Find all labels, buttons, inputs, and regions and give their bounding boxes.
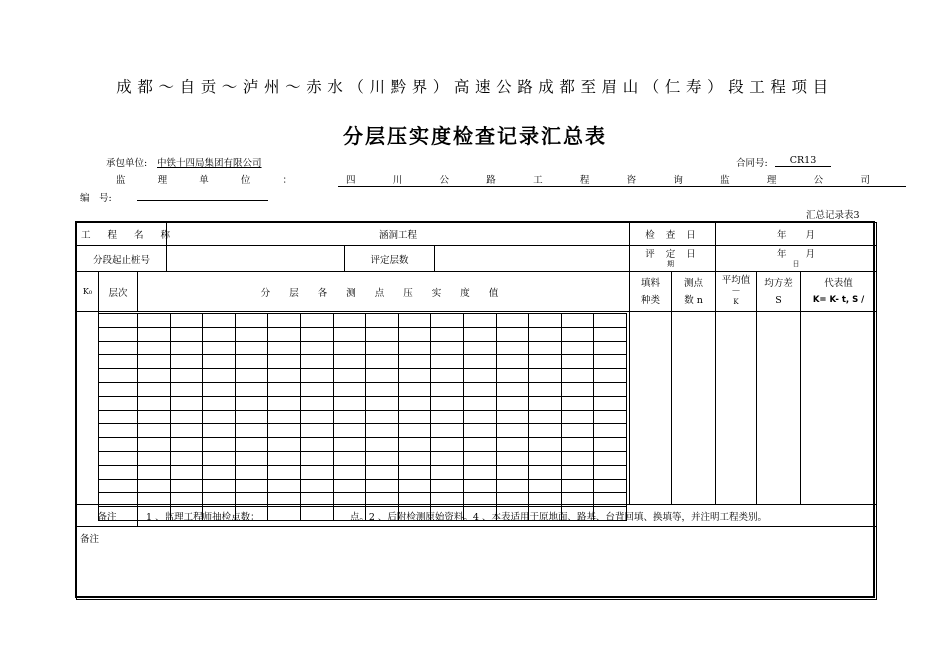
points-cell[interactable] [672, 312, 716, 505]
grid-cell[interactable] [594, 438, 627, 452]
grid-cell[interactable] [99, 410, 138, 424]
grid-cell[interactable] [529, 507, 562, 521]
grid-cell[interactable] [138, 493, 171, 507]
grid-cell[interactable] [561, 479, 594, 493]
grid-cell[interactable] [366, 507, 399, 521]
grid-cell[interactable] [366, 479, 399, 493]
bottom-remark: 备注 [77, 527, 877, 600]
grid-cell[interactable] [333, 438, 366, 452]
grid-cell[interactable] [398, 382, 431, 396]
assess-date-label: 评 定 日 期 [630, 246, 716, 272]
grid-cell[interactable] [235, 451, 268, 465]
grid-cell[interactable] [203, 355, 236, 369]
grid-cell[interactable] [268, 507, 301, 521]
grid-cell[interactable] [561, 369, 594, 383]
grid-cell[interactable] [170, 396, 203, 410]
grid-cell[interactable] [398, 327, 431, 341]
grid-row [99, 396, 627, 410]
grid-cell[interactable] [561, 465, 594, 479]
form-title: 分层压实度检查记录汇总表 [343, 124, 607, 148]
grid-cell[interactable] [594, 314, 627, 328]
grid-cell[interactable] [333, 314, 366, 328]
grid-cell[interactable] [203, 382, 236, 396]
grid-cell[interactable] [366, 465, 399, 479]
segment-value[interactable] [167, 246, 345, 272]
grid-cell[interactable] [300, 314, 333, 328]
grid-cell[interactable] [203, 465, 236, 479]
grid-cell[interactable] [463, 341, 496, 355]
grid-cell[interactable] [300, 493, 333, 507]
grid-cell[interactable] [170, 451, 203, 465]
grid-row [99, 355, 627, 369]
grid-cell[interactable] [235, 479, 268, 493]
grid-cell[interactable] [561, 424, 594, 438]
grid-cell[interactable] [333, 410, 366, 424]
grid-cell[interactable] [203, 493, 236, 507]
grid-cell[interactable] [235, 438, 268, 452]
col-points: 测点 数 n [672, 272, 716, 312]
grid-cell[interactable] [366, 424, 399, 438]
grid-cell[interactable] [333, 396, 366, 410]
grid-cell[interactable] [463, 314, 496, 328]
grid-cell[interactable] [300, 396, 333, 410]
col-values: 分 层 各 测 点 压 实 度 值 [138, 272, 630, 312]
grid-cell[interactable] [561, 410, 594, 424]
supervisor-value: 四 川 公 路 工 程 咨 询 监 理 公 司 [338, 172, 906, 187]
grid-cell[interactable] [594, 465, 627, 479]
grid-cell[interactable] [561, 493, 594, 507]
grid-cell[interactable] [300, 438, 333, 452]
grid-cell[interactable] [463, 493, 496, 507]
grid-cell[interactable] [235, 327, 268, 341]
grid-cell[interactable] [366, 396, 399, 410]
grid-cell[interactable] [431, 314, 464, 328]
grid-cell[interactable] [99, 465, 138, 479]
grid-cell[interactable] [366, 327, 399, 341]
grid-cell[interactable] [203, 424, 236, 438]
grid-cell[interactable] [529, 355, 562, 369]
grid-cell[interactable] [594, 507, 627, 521]
segment-label: 分段起止桩号 [77, 246, 167, 272]
grid-cell[interactable] [366, 451, 399, 465]
grid-row [99, 341, 627, 355]
grid-cell[interactable] [398, 451, 431, 465]
measurement-grid [98, 313, 627, 521]
grid-cell[interactable] [496, 493, 529, 507]
grid-cell[interactable] [138, 479, 171, 493]
grid-cell[interactable] [203, 396, 236, 410]
assess-date-value: 年 月 日 [716, 246, 877, 272]
grid-cell[interactable] [203, 327, 236, 341]
grid-cell[interactable] [594, 341, 627, 355]
grid-cell[interactable] [431, 410, 464, 424]
grid-cell[interactable] [268, 382, 301, 396]
number-label: 编 号: [80, 193, 112, 204]
grid-cell[interactable] [463, 438, 496, 452]
grid-cell[interactable] [561, 382, 594, 396]
grid-cell[interactable] [268, 314, 301, 328]
grid-cell[interactable] [300, 369, 333, 383]
grid-cell[interactable] [496, 451, 529, 465]
grid-cell[interactable] [99, 493, 138, 507]
grid-cell[interactable] [463, 410, 496, 424]
grid-cell[interactable] [138, 369, 171, 383]
grid-cell[interactable] [333, 382, 366, 396]
grid-cell[interactable] [99, 396, 138, 410]
grid-cell[interactable] [138, 410, 171, 424]
grid-cell[interactable] [431, 341, 464, 355]
grid-cell[interactable] [529, 341, 562, 355]
grid-cell[interactable] [496, 507, 529, 521]
grid-cell[interactable] [431, 355, 464, 369]
grid-cell[interactable] [431, 438, 464, 452]
grid-cell[interactable] [366, 314, 399, 328]
grid-row [99, 479, 627, 493]
grid-cell[interactable] [170, 341, 203, 355]
grid-row [99, 327, 627, 341]
grid-cell[interactable] [333, 341, 366, 355]
grid-cell[interactable] [203, 507, 236, 521]
grid-cell[interactable] [463, 507, 496, 521]
grid-cell[interactable] [170, 327, 203, 341]
grid-cell[interactable] [398, 493, 431, 507]
rep-cell[interactable] [801, 312, 877, 505]
grid-cell[interactable] [561, 355, 594, 369]
grid-cell[interactable] [594, 451, 627, 465]
grid-cell[interactable] [203, 438, 236, 452]
grid-cell[interactable] [529, 382, 562, 396]
col-fill: 填料 种类 [630, 272, 672, 312]
grid-cell[interactable] [431, 507, 464, 521]
grid-cell[interactable] [138, 355, 171, 369]
grid-cell[interactable] [333, 493, 366, 507]
grid-cell[interactable] [496, 465, 529, 479]
grid-cell[interactable] [496, 314, 529, 328]
grid-cell[interactable] [366, 355, 399, 369]
grid-cell[interactable] [529, 493, 562, 507]
grid-cell[interactable] [529, 424, 562, 438]
assess-layers-label: 评定层数 [345, 246, 435, 272]
grid-cell[interactable] [235, 410, 268, 424]
grid-cell[interactable] [463, 451, 496, 465]
grid-cell[interactable] [529, 479, 562, 493]
grid-cell[interactable] [235, 507, 268, 521]
grid-cell[interactable] [203, 369, 236, 383]
grid-cell[interactable] [170, 369, 203, 383]
grid-cell[interactable] [170, 314, 203, 328]
grid-cell[interactable] [300, 382, 333, 396]
contractor-value: 中铁十四局集团有限公司 [157, 158, 262, 169]
number-line [137, 200, 268, 201]
grid-cell[interactable] [463, 369, 496, 383]
grid-cell[interactable] [235, 396, 268, 410]
grid-cell[interactable] [366, 493, 399, 507]
grid-cell[interactable] [594, 424, 627, 438]
contractor-label: 承包单位: [106, 158, 148, 169]
grid-cell[interactable] [398, 314, 431, 328]
grid-cell[interactable] [235, 382, 268, 396]
grid-cell[interactable] [268, 327, 301, 341]
grid-cell[interactable] [594, 410, 627, 424]
grid-cell[interactable] [170, 465, 203, 479]
grid-cell[interactable] [431, 382, 464, 396]
grid-cell[interactable] [463, 424, 496, 438]
check-date-label: 检 查 日 [630, 223, 716, 246]
grid-cell[interactable] [496, 327, 529, 341]
grid-cell[interactable] [170, 382, 203, 396]
grid-cell[interactable] [268, 355, 301, 369]
grid-cell[interactable] [268, 465, 301, 479]
project-name-value: 涵洞工程 [167, 223, 630, 246]
grid-cell[interactable] [398, 507, 431, 521]
col-k0: K₀ [77, 272, 99, 312]
grid-cell[interactable] [99, 424, 138, 438]
contract-value: CR13 [775, 155, 831, 167]
grid-row [99, 507, 627, 521]
grid-cell[interactable] [300, 327, 333, 341]
grid-cell[interactable] [366, 410, 399, 424]
grid-cell[interactable] [300, 507, 333, 521]
grid-cell[interactable] [170, 493, 203, 507]
grid-cell[interactable] [203, 451, 236, 465]
grid-cell[interactable] [300, 465, 333, 479]
grid-cell[interactable] [333, 479, 366, 493]
project-name-label: 工 程 名 称 [77, 223, 167, 246]
grid-cell[interactable] [268, 424, 301, 438]
grid-row [99, 424, 627, 438]
grid-cell[interactable] [431, 493, 464, 507]
grid-cell[interactable] [300, 451, 333, 465]
grid-cell[interactable] [170, 355, 203, 369]
grid-cell[interactable] [366, 438, 399, 452]
grid-cell[interactable] [561, 396, 594, 410]
grid-cell[interactable] [268, 369, 301, 383]
grid-cell[interactable] [529, 314, 562, 328]
grid-cell[interactable] [138, 314, 171, 328]
grid-cell[interactable] [529, 438, 562, 452]
grid-cell[interactable] [138, 341, 171, 355]
grid-cell[interactable] [398, 465, 431, 479]
k0-cell[interactable] [77, 312, 99, 505]
grid-cell[interactable] [333, 465, 366, 479]
grid-cell[interactable] [235, 355, 268, 369]
grid-cell[interactable] [99, 314, 138, 328]
grid-cell[interactable] [594, 327, 627, 341]
grid-cell[interactable] [463, 396, 496, 410]
fill-cell[interactable] [630, 312, 672, 505]
grid-cell[interactable] [138, 465, 171, 479]
std-cell[interactable] [757, 312, 801, 505]
grid-cell[interactable] [529, 369, 562, 383]
col-std: 均方差 S [757, 272, 801, 312]
grid-cell[interactable] [496, 479, 529, 493]
grid-cell[interactable] [561, 507, 594, 521]
grid-cell[interactable] [268, 396, 301, 410]
grid-cell[interactable] [99, 369, 138, 383]
grid-cell[interactable] [594, 355, 627, 369]
grid-cell[interactable] [170, 438, 203, 452]
grid-cell[interactable] [99, 451, 138, 465]
grid-cell[interactable] [398, 396, 431, 410]
grid-cell[interactable] [138, 438, 171, 452]
grid-cell[interactable] [398, 479, 431, 493]
grid-cell[interactable] [235, 493, 268, 507]
check-date-value: 年 月 [716, 223, 877, 246]
grid-cell[interactable] [99, 382, 138, 396]
grid-cell[interactable] [529, 327, 562, 341]
grid-cell[interactable] [496, 341, 529, 355]
grid-cell[interactable] [431, 327, 464, 341]
grid-cell[interactable] [300, 355, 333, 369]
grid-cell[interactable] [561, 341, 594, 355]
grid-cell[interactable] [431, 369, 464, 383]
grid-cell[interactable] [463, 465, 496, 479]
grid-cell[interactable] [463, 327, 496, 341]
grid-cell[interactable] [561, 438, 594, 452]
grid-cell[interactable] [594, 382, 627, 396]
grid-cell[interactable] [99, 355, 138, 369]
grid-cell[interactable] [333, 451, 366, 465]
grid-cell[interactable] [333, 369, 366, 383]
grid-cell[interactable] [496, 424, 529, 438]
grid-cell[interactable] [366, 369, 399, 383]
grid-cell[interactable] [398, 369, 431, 383]
grid-cell[interactable] [333, 424, 366, 438]
grid-cell[interactable] [463, 479, 496, 493]
grid-cell[interactable] [496, 382, 529, 396]
grid-cell[interactable] [268, 493, 301, 507]
grid-cell[interactable] [235, 465, 268, 479]
grid-cell[interactable] [431, 424, 464, 438]
grid-cell[interactable] [138, 382, 171, 396]
assess-layers-value[interactable] [435, 246, 630, 272]
grid-cell[interactable] [561, 327, 594, 341]
grid-cell[interactable] [463, 382, 496, 396]
grid-cell[interactable] [398, 355, 431, 369]
grid-cell[interactable] [333, 355, 366, 369]
grid-row [99, 369, 627, 383]
grid-cell[interactable] [300, 424, 333, 438]
grid-cell[interactable] [99, 507, 138, 521]
grid-cell[interactable] [203, 314, 236, 328]
col-layer: 层次 [99, 272, 138, 312]
col-rep: 代表值 K= K- t, S / [801, 272, 877, 312]
grid-cell[interactable] [366, 341, 399, 355]
grid-row [99, 493, 627, 507]
grid-row [99, 410, 627, 424]
grid-cell[interactable] [235, 424, 268, 438]
grid-cell[interactable] [561, 314, 594, 328]
grid-cell[interactable] [529, 410, 562, 424]
grid-cell[interactable] [463, 355, 496, 369]
grid-row [99, 382, 627, 396]
grid-cell[interactable] [594, 396, 627, 410]
grid-cell[interactable] [300, 341, 333, 355]
grid-cell[interactable] [398, 438, 431, 452]
grid-cell[interactable] [398, 341, 431, 355]
grid-cell[interactable] [398, 410, 431, 424]
grid-row [99, 314, 627, 328]
grid-cell[interactable] [431, 396, 464, 410]
grid-cell[interactable] [268, 451, 301, 465]
grid-cell[interactable] [496, 396, 529, 410]
grid-cell[interactable] [203, 341, 236, 355]
supervisor-label: 监 理 单 位 ： [116, 175, 292, 186]
grid-cell[interactable] [398, 424, 431, 438]
grid-cell[interactable] [431, 451, 464, 465]
grid-cell[interactable] [99, 479, 138, 493]
grid-cell[interactable] [529, 451, 562, 465]
grid-row [99, 451, 627, 465]
grid-cell[interactable] [170, 424, 203, 438]
grid-cell[interactable] [431, 465, 464, 479]
grid-cell[interactable] [203, 479, 236, 493]
grid-cell[interactable] [268, 438, 301, 452]
grid-cell[interactable] [99, 327, 138, 341]
grid-cell[interactable] [300, 410, 333, 424]
grid-cell[interactable] [138, 507, 171, 521]
grid-cell[interactable] [138, 451, 171, 465]
project-title: 成都～自贡～泸州～赤水（川黔界）高速公路成都至眉山（仁寿）段工程项目 [116, 78, 834, 96]
grid-cell[interactable] [529, 465, 562, 479]
grid-cell[interactable] [99, 438, 138, 452]
remark-label: 备注 [77, 505, 138, 527]
grid-row [99, 465, 627, 479]
grid-cell[interactable] [138, 327, 171, 341]
grid-cell[interactable] [268, 410, 301, 424]
grid-cell[interactable] [203, 410, 236, 424]
grid-cell[interactable] [138, 396, 171, 410]
grid-cell[interactable] [594, 479, 627, 493]
grid-cell[interactable] [366, 382, 399, 396]
grid-cell[interactable] [170, 410, 203, 424]
grid-cell[interactable] [594, 493, 627, 507]
grid-cell[interactable] [235, 341, 268, 355]
form-code: 汇总记录表3 [806, 210, 860, 221]
grid-cell[interactable] [333, 327, 366, 341]
grid-cell[interactable] [300, 479, 333, 493]
remark-text: 1 、监理工程师抽检点数： 点。2 、后附检测原始资料。4 、本表适用于原地面、路基、台背回填、换填等，并注明工程类别。 [138, 505, 877, 527]
grid-cell[interactable] [235, 369, 268, 383]
grid-row [99, 438, 627, 452]
grid-cell[interactable] [594, 369, 627, 383]
grid-cell[interactable] [496, 410, 529, 424]
grid-cell[interactable] [561, 451, 594, 465]
contract-label: 合同号: [736, 158, 768, 169]
grid-cell[interactable] [170, 479, 203, 493]
grid-cell[interactable] [99, 341, 138, 355]
grid-cell[interactable] [529, 396, 562, 410]
grid-cell[interactable] [496, 369, 529, 383]
col-avg: 平均值 － K [716, 272, 757, 312]
grid-cell[interactable] [268, 479, 301, 493]
grid-cell[interactable] [138, 424, 171, 438]
avg-cell[interactable] [716, 312, 757, 505]
grid-cell[interactable] [496, 438, 529, 452]
grid-cell[interactable] [235, 314, 268, 328]
grid-cell[interactable] [333, 507, 366, 521]
grid-cell[interactable] [496, 355, 529, 369]
grid-cell[interactable] [268, 341, 301, 355]
grid-cell[interactable] [431, 479, 464, 493]
grid-cell[interactable] [170, 507, 203, 521]
